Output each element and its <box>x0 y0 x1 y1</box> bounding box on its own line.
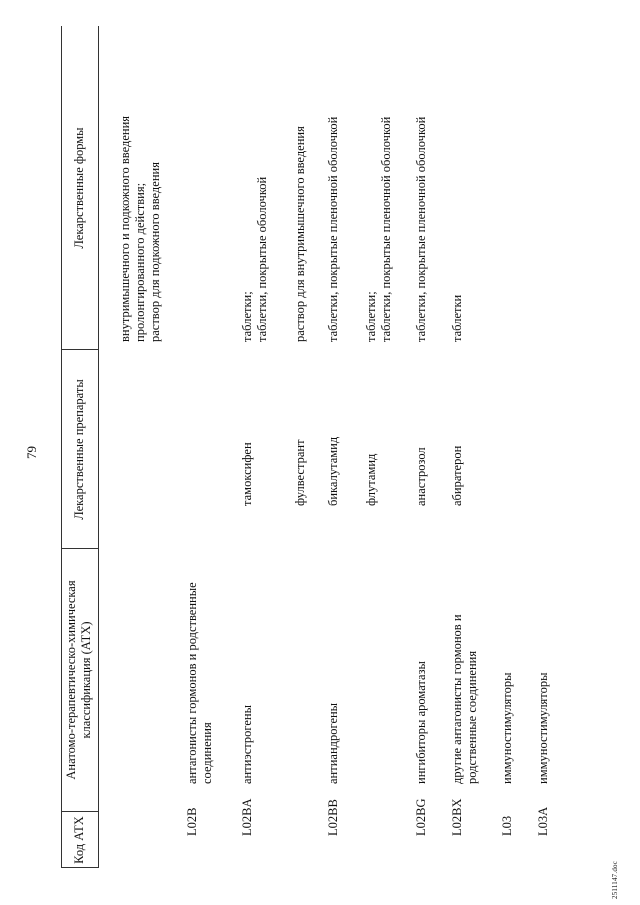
drug-cell: анастрозол <box>414 447 428 506</box>
table-top-border <box>61 26 62 868</box>
classification-cell: антагонисты гормонов и родственные соединения <box>185 582 214 784</box>
classification-cell: антиандрогены <box>326 702 340 784</box>
header-drugs: Лекарственные препараты <box>72 379 86 520</box>
page-number: 79 <box>24 446 39 459</box>
classification-cell: другие антагонисты гормонов и родственные соединения <box>450 614 479 784</box>
forms-cell <box>364 22 394 342</box>
forms-line: таблетки; <box>364 291 378 342</box>
drug-cell: бикалутамид <box>326 436 340 506</box>
forms-line: таблетки <box>450 294 464 342</box>
code-cell: L03A <box>536 806 550 836</box>
forms-line: таблетки, покрытые пленочной оболочкой <box>414 116 428 342</box>
forms-line: раствор для внутримышечного введения <box>293 126 307 342</box>
code-cell: L02BX <box>450 798 464 836</box>
forms-cell <box>450 22 465 342</box>
code-cell: L02BB <box>326 799 340 836</box>
forms-line: пролонгированного действия; <box>133 182 147 342</box>
forms-line: таблетки, покрытые пленочной оболочкой <box>326 116 340 342</box>
header-forms: Лекарственные формы <box>72 127 86 249</box>
classification-cell: иммуностимуляторы <box>536 672 550 784</box>
forms-line: таблетки, покрытые пленочной оболочкой <box>379 116 393 342</box>
drug-cell: фулвестрант <box>293 439 307 506</box>
code-cell: L02BA <box>240 798 254 836</box>
forms-cell <box>293 22 308 342</box>
forms-line: раствор для подкожного введения <box>148 162 162 342</box>
header-code: Код АТХ <box>72 816 86 864</box>
table-header-bottom-border <box>98 26 99 868</box>
drug-cell: тамоксифен <box>240 442 254 506</box>
classification-cell: антиэстрогены <box>240 704 254 784</box>
code-cell: L03 <box>500 815 514 836</box>
code-cell: L02B <box>185 807 199 836</box>
forms-line: внутримышечного и подкожного введения <box>118 115 132 342</box>
drug-cell: абиратерон <box>450 445 464 506</box>
forms-cell <box>240 22 270 342</box>
forms-cell <box>326 22 341 342</box>
footer-doc-id: 2511147.doc <box>611 860 619 899</box>
classification-cell: иммуностимуляторы <box>500 672 514 784</box>
header-classification: Анатомо-терапевтическо-химическая классификация (АТХ) <box>64 580 93 780</box>
drug-cell: флутамид <box>364 453 378 506</box>
classification-cell: ингибиторы ароматазы <box>414 661 428 784</box>
forms-cell <box>414 22 429 342</box>
table-row <box>118 22 163 342</box>
forms-line: таблетки, покрытые оболочкой <box>255 176 269 342</box>
code-cell: L02BG <box>414 798 428 836</box>
forms-line: таблетки; <box>240 291 254 342</box>
